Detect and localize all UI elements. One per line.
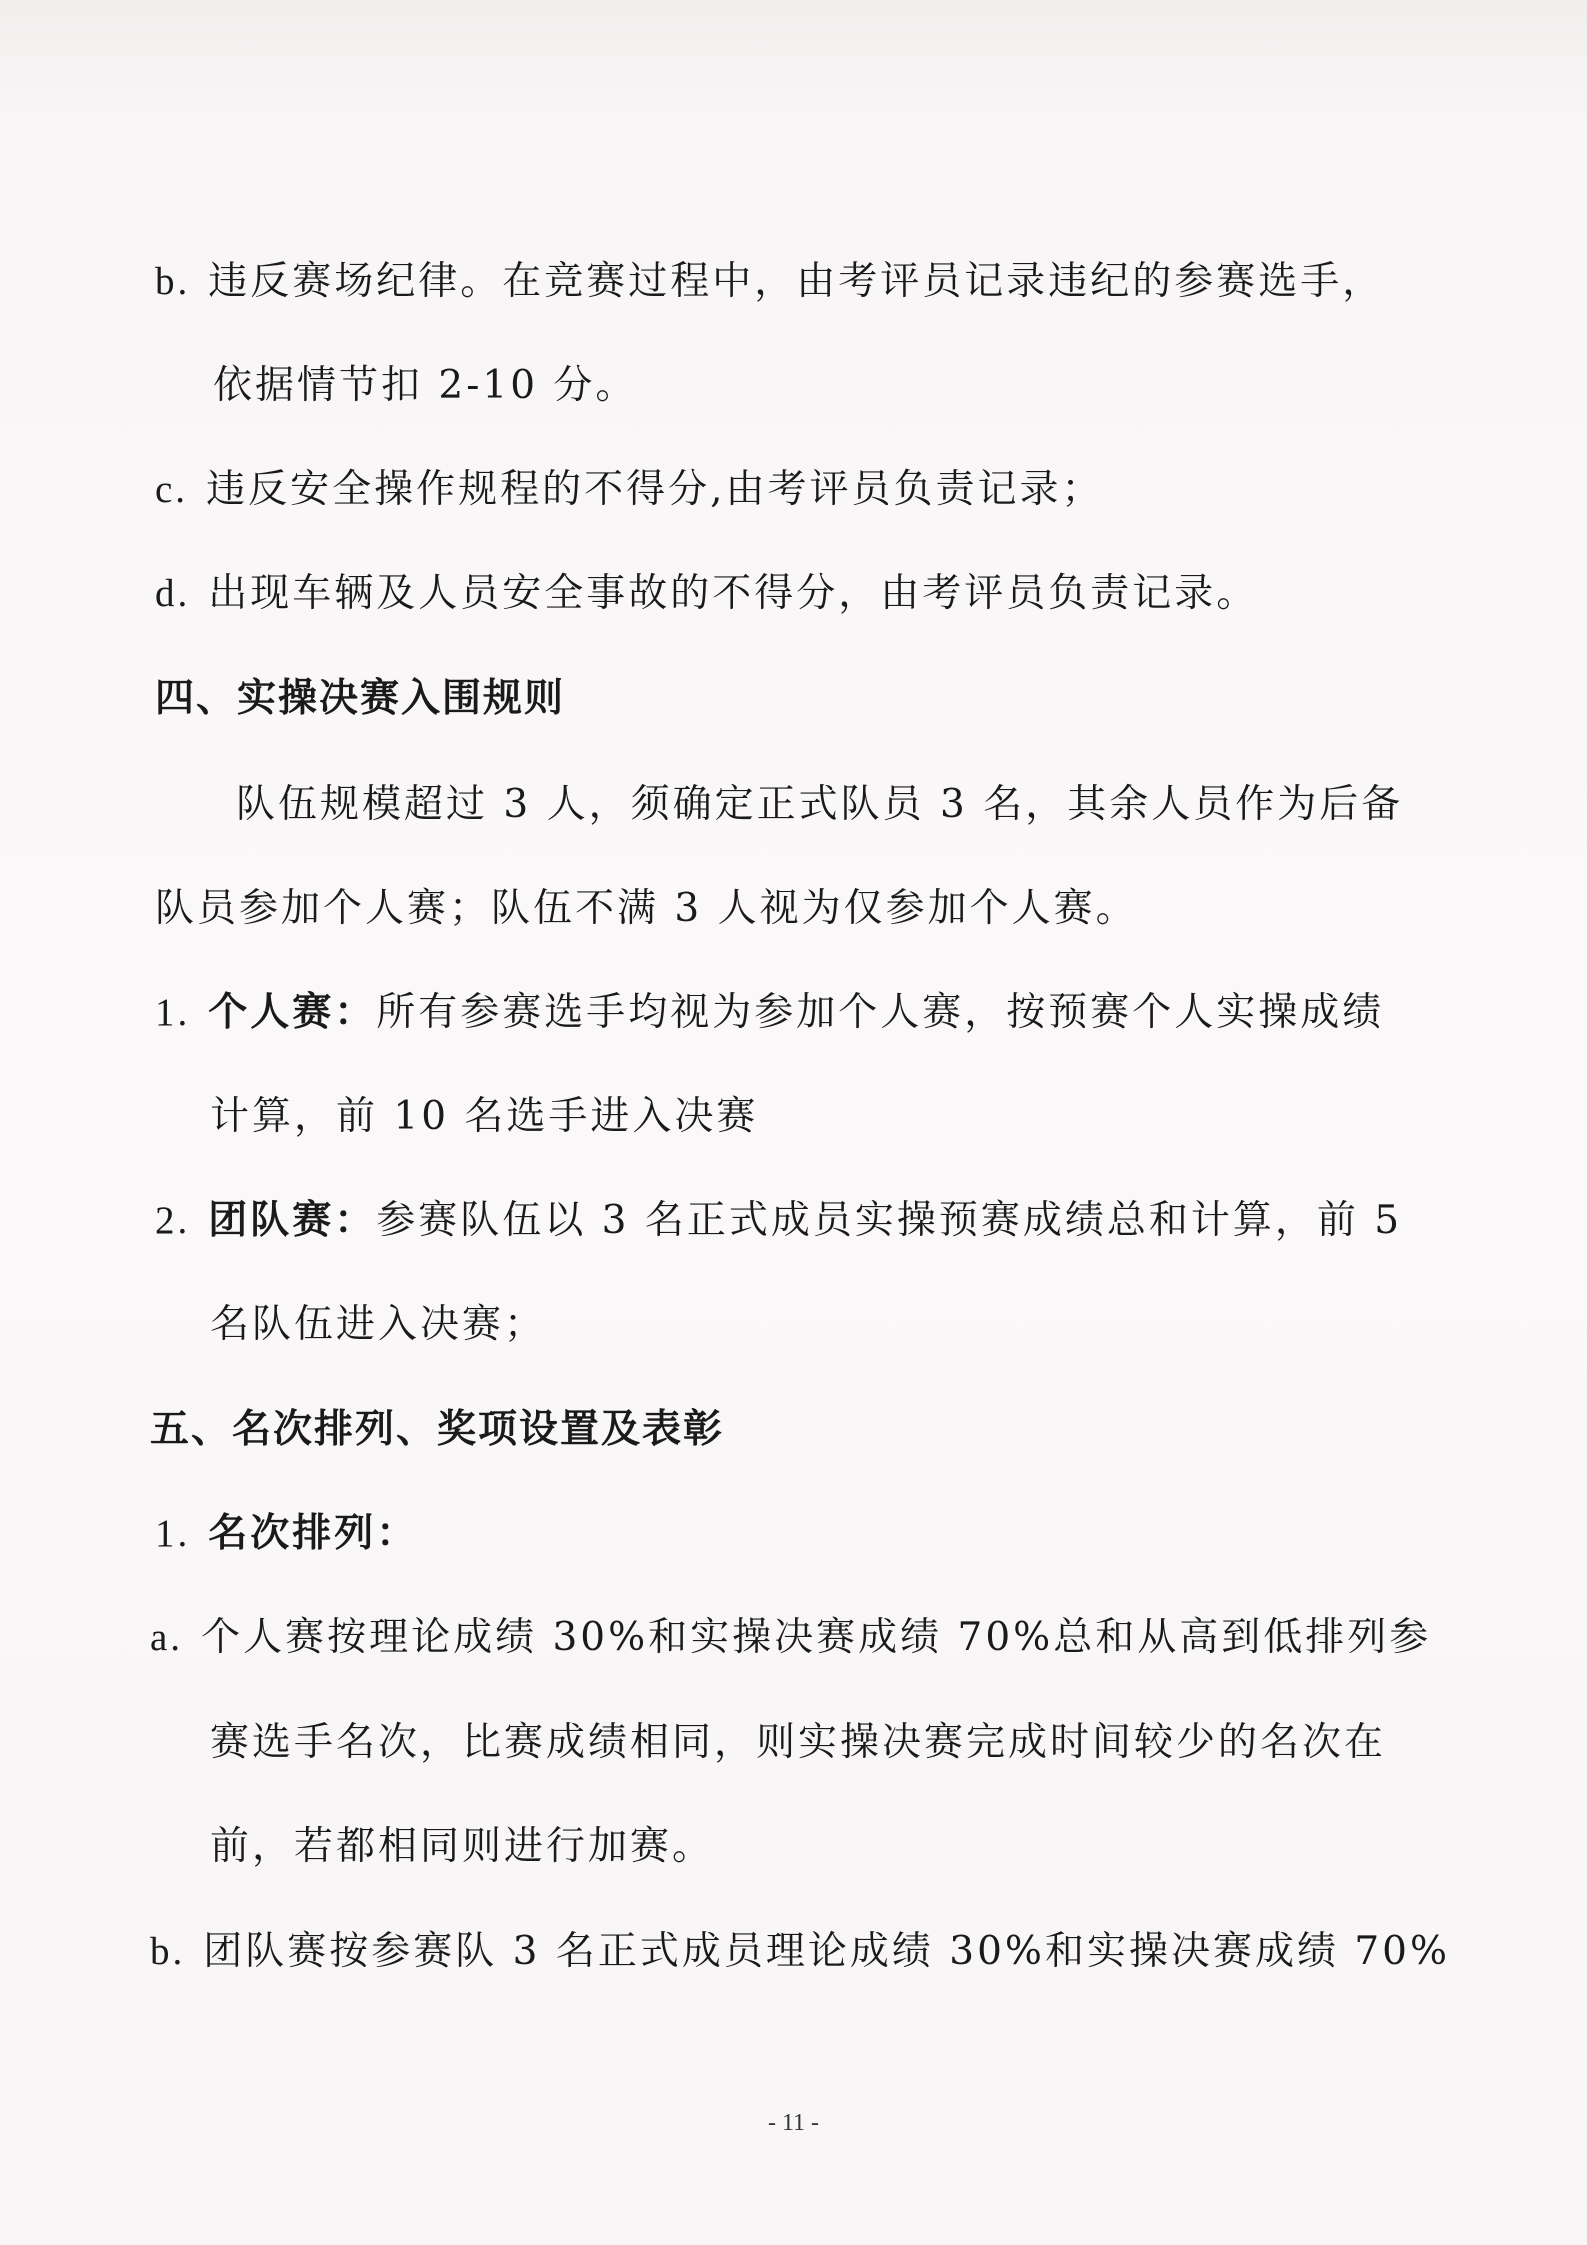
ranking-heading	[155, 1510, 419, 1556]
list-marker: c.	[155, 468, 189, 511]
item-individual-line2: 计算，前 10 名选手进入决赛	[210, 1094, 759, 1139]
paragraph-a-rank-line3: 前，若都相同则进行加赛。	[210, 1824, 715, 1869]
paragraph-team-size-line1: 队伍规模超过 3 人，须确定正式队员 3 名，其余人员作为后备	[236, 782, 1404, 827]
item-team-line2: 名队伍进入决赛；	[210, 1302, 547, 1347]
paragraph-text: 参赛队伍以 3 名正式成员实操预赛成绩总和计算，前 5	[376, 1198, 1403, 1243]
list-marker: b.	[155, 260, 191, 303]
paragraph-a-rank-line1	[150, 1615, 1432, 1660]
paragraph-b-team-rank	[150, 1929, 1451, 1974]
paragraph-b-violation-line1	[155, 259, 1385, 304]
list-marker: 1.	[155, 991, 191, 1034]
list-marker: 1.	[155, 1512, 191, 1555]
paragraph-text: 出现车辆及人员安全事故的不得分，由考评员负责记录。	[208, 571, 1259, 616]
section-heading-5: 五、名次排列、奖项设置及表彰	[150, 1406, 725, 1452]
item-label: 团队赛：	[208, 1197, 377, 1243]
list-marker: a.	[150, 1616, 184, 1659]
paragraph-a-rank-line2: 赛选手名次，比赛成绩相同，则实操决赛完成时间较少的名次在	[210, 1720, 1387, 1765]
item-label: 个人赛：	[208, 989, 377, 1035]
item-team-line1	[155, 1197, 1403, 1243]
paragraph-text: 违反赛场纪律。在竞赛过程中，由考评员记录违纪的参赛选手，	[208, 259, 1385, 304]
item-label: 名次排列：	[208, 1510, 419, 1556]
paragraph-text: 团队赛按参赛队 3 名正式成员理论成绩 30%和实操决赛成绩 70%	[203, 1929, 1451, 1974]
paragraph-c-safety	[155, 467, 1104, 512]
list-marker: d.	[155, 572, 191, 615]
paragraph-text: 个人赛按理论成绩 30%和实操决赛成绩 70%总和从高到低排列参	[201, 1615, 1432, 1660]
section-heading-4: 四、实操决赛入围规则	[155, 675, 566, 721]
paragraph-text: 违反安全操作规程的不得分,由考评员负责记录；	[206, 467, 1104, 512]
item-individual-line1	[155, 989, 1385, 1035]
paragraph-text: 所有参赛选手均视为参加个人赛，按预赛个人实操成绩	[376, 990, 1385, 1035]
paragraph-b-violation-line2: 依据情节扣 2-10 分。	[213, 363, 638, 408]
paragraph-team-size-line2: 队员参加个人赛；队伍不满 3 人视为仅参加个人赛。	[155, 886, 1138, 931]
list-marker: 2.	[155, 1199, 191, 1242]
paragraph-d-accident	[155, 571, 1259, 616]
page-number: - 11 -	[767, 2110, 820, 2136]
list-marker: b.	[150, 1930, 186, 1973]
